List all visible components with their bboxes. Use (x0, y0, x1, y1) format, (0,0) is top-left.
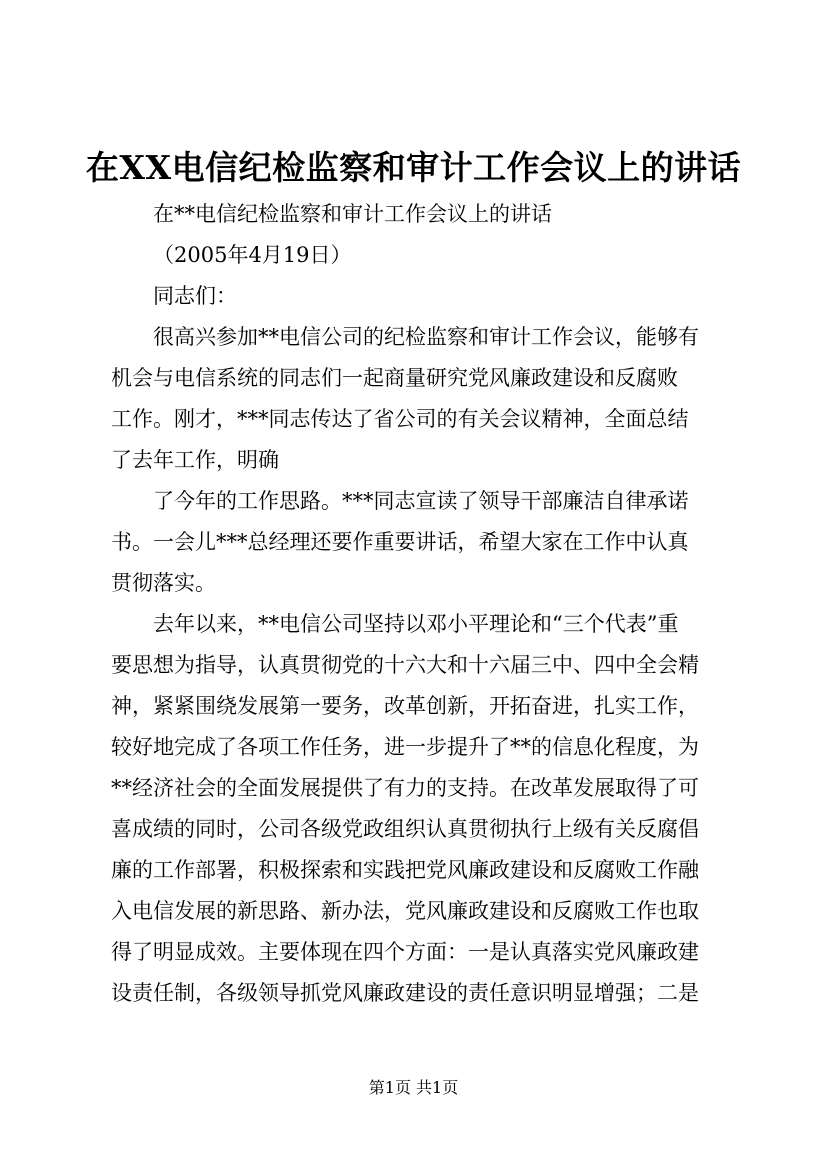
date-line: （2005年4月19日） (153, 243, 352, 267)
paragraph-line: 喜成绩的同时，公司各级党政组织认真贯彻执行上级有关反腐倡 (111, 817, 699, 841)
paragraph-line: 廉的工作部署，积极探索和实践把党风廉政建设和反腐败工作融 (111, 858, 699, 882)
paragraph-line: 很高兴参加**电信公司的纪检监察和审计工作会议，能够有 (153, 325, 699, 349)
paragraph-line: 机会与电信系统的同志们一起商量研究党风廉政建设和反腐败 (111, 366, 678, 390)
paragraph-line: 了今年的工作思路。***同志宣读了领导干部廉洁自律承诺 (153, 489, 689, 513)
page-footer: 第1页 共1页 (368, 1078, 459, 1097)
paragraph-line: 去年以来，**电信公司坚持以邓小平理论和“三个代表”重 (153, 612, 679, 636)
paragraph-line: 得了明显成效。主要体现在四个方面：一是认真落实党风廉政建 (111, 940, 699, 964)
document-body (111, 194, 723, 1014)
paragraph-line: **经济社会的全面发展提供了有力的支持。在改革发展取得了可 (111, 776, 699, 800)
subtitle-line: 在**电信纪检监察和审计工作会议上的讲话 (153, 202, 552, 226)
paragraph-line: 较好地完成了各项工作任务，进一步提升了**的信息化程度，为 (111, 735, 699, 759)
paragraph-line: 神，紧紧围绕发展第一要务，改革创新，开拓奋进，扎实工作， (111, 694, 699, 718)
paragraph-line: 工作。刚才，***同志传达了省公司的有关会议精神，全面总结 (111, 407, 689, 431)
paragraph-line: 设责任制，各级领导抓党风廉政建设的责任意识明显增强；二是 (111, 981, 699, 1005)
paragraph-line: 贯彻落实。 (111, 571, 216, 595)
paragraph-line: 了去年工作，明确 (111, 448, 279, 472)
paragraph-line: 入电信发展的新思路、新办法，党风廉政建设和反腐败工作也取 (111, 899, 699, 923)
document-title: 在XX电信纪检监察和审计工作会议上的讲话 (85, 148, 742, 187)
salutation-line: 同志们： (153, 284, 237, 308)
paragraph-line: 要思想为指导，认真贯彻党的十六大和十六届三中、四中全会精 (111, 653, 699, 677)
paragraph-line: 书。一会儿***总经理还要作重要讲话，希望大家在工作中认真 (111, 530, 689, 554)
